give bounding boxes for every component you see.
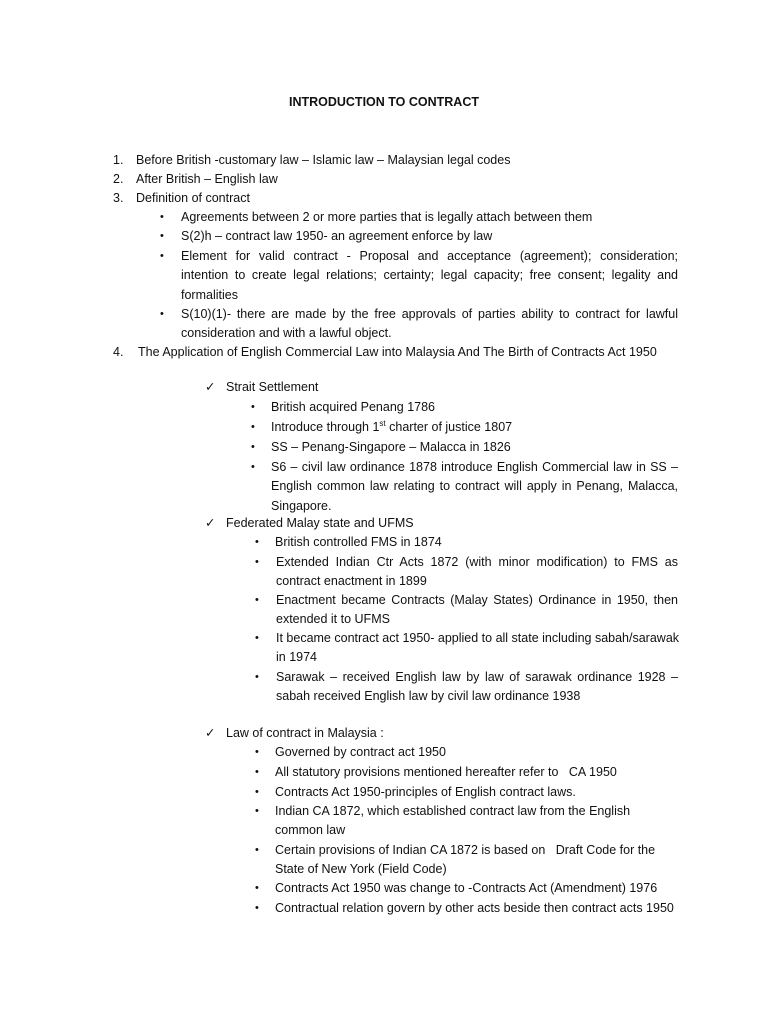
bullet-icon: • [255, 746, 259, 758]
strait-bullet: British acquired Penang 1786 [271, 400, 436, 414]
bullet-icon: • [255, 632, 259, 644]
bullet-icon: • [160, 250, 164, 262]
section-heading-malaysia: Law of contract in Malaysia : [226, 726, 384, 740]
numbered-item-2: After British – English law [136, 172, 278, 186]
item-number: 4. [113, 345, 124, 359]
bullet-icon: • [255, 594, 259, 606]
bullet-icon: • [251, 441, 255, 453]
bullet-icon: • [255, 805, 259, 817]
strait-bullet: S6 – civil law ordinance 1878 introduce English Commercial law in SS – English common law relating to contract will apply in Penang, Malacca, Singapore. [271, 460, 678, 513]
numbered-item-1: Before British -customary law – Islamic law – Malaysian legal codes [136, 153, 511, 167]
bullet-icon: • [160, 211, 164, 223]
item-number: 3. [113, 191, 124, 205]
malaysia-bullet: Contractual relation govern by other acts beside then contract acts 1950 [275, 901, 674, 915]
checkmark-icon: ✓ [205, 516, 216, 530]
section-heading-federated: Federated Malay state and UFMS [226, 516, 414, 530]
strait-bullet: SS – Penang-Singapore – Malacca in 1826 [271, 440, 511, 454]
page-title: INTRODUCTION TO CONTRACT [288, 95, 480, 109]
definition-bullet: S(10)(1)- there are made by the free approvals of parties ability to contract for lawful consideration and with a lawful object. [181, 307, 678, 341]
definition-bullet: Agreements between 2 or more parties that is legally attach between them [181, 210, 593, 224]
malaysia-bullet: Indian CA 1872, which established contract law from the English common law [275, 804, 631, 838]
strait-bullet: Introduce through 1st charter of justice 1807 [271, 418, 513, 434]
bullet-icon: • [255, 882, 259, 894]
federated-bullet: Extended Indian Ctr Acts 1872 (with minor modification) to FMS as contract enactment in 1899 [276, 555, 678, 589]
bullet-icon: • [160, 308, 164, 320]
federated-bullet: It became contract act 1950- applied to all state including sabah/sarawak in 1974 [276, 631, 680, 665]
bullet-icon: • [255, 556, 259, 568]
item-number: 1. [113, 153, 124, 167]
federated-bullet: Sarawak – received English law by law of sarawak ordinance 1928 – sabah received English law by civil law ordinance 1938 [276, 670, 678, 704]
bullet-icon: • [251, 421, 255, 433]
bullet-icon: • [255, 766, 259, 778]
malaysia-bullet: Governed by contract act 1950 [275, 745, 446, 759]
bullet-icon: • [255, 671, 259, 683]
checkmark-icon: ✓ [205, 726, 216, 740]
malaysia-bullet: Certain provisions of Indian CA 1872 is based on Draft Code for the State of New York (Field Code) [275, 843, 659, 877]
item-number: 2. [113, 172, 124, 186]
checkmark-icon: ✓ [205, 380, 216, 394]
section-heading-strait: Strait Settlement [226, 380, 319, 394]
malaysia-bullet: Contracts Act 1950-principles of English contract laws. [275, 785, 576, 799]
malaysia-bullet: All statutory provisions mentioned hereafter refer to CA 1950 [275, 765, 617, 779]
bullet-icon: • [255, 844, 259, 856]
bullet-icon: • [251, 401, 255, 413]
malaysia-bullet: Contracts Act 1950 was change to -Contracts Act (Amendment) 1976 [275, 881, 658, 895]
federated-bullet: British controlled FMS in 1874 [275, 535, 442, 549]
bullet-icon: • [255, 536, 259, 548]
numbered-item-3: Definition of contract [136, 191, 250, 205]
bullet-icon: • [160, 230, 164, 242]
bullet-icon: • [251, 461, 255, 473]
definition-bullet: S(2)h – contract law 1950- an agreement enforce by law [181, 229, 493, 243]
bullet-icon: • [255, 902, 259, 914]
bullet-icon: • [255, 786, 259, 798]
federated-bullet: Enactment became Contracts (Malay States) Ordinance in 1950, then extended it to UFMS [276, 593, 678, 627]
numbered-item-4: The Application of English Commercial Law into Malaysia And The Birth of Contracts Act 1950 [138, 345, 657, 359]
definition-bullet: Element for valid contract - Proposal and acceptance (agreement); consideration; intention to create legal relations; certainty; legal capacity; free consent; legality and formalities [181, 249, 678, 302]
